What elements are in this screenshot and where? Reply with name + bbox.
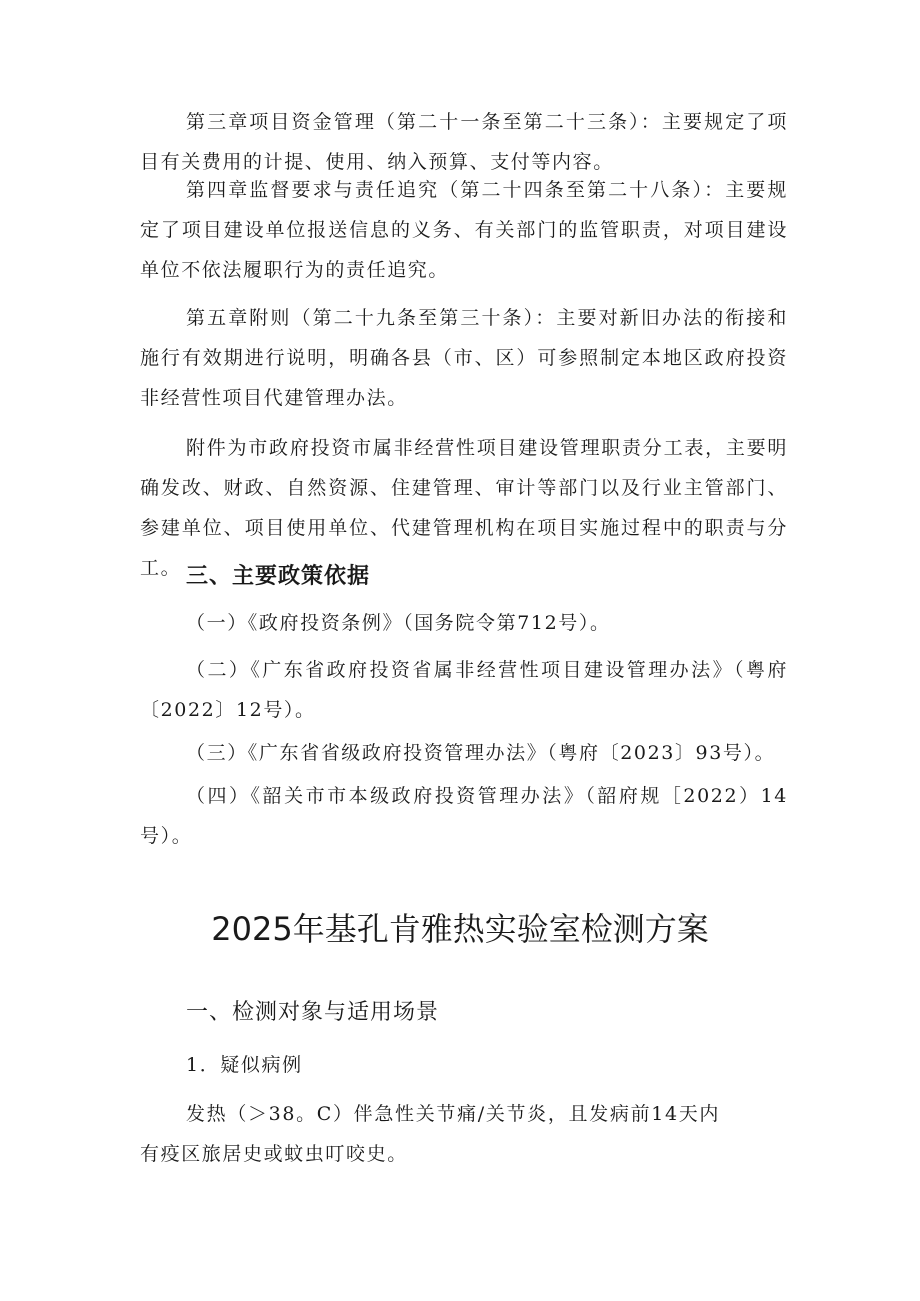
document-title: 2025年基孔肯雅热实验室检测方案 (211, 910, 709, 948)
policy-item-4: （四）《韶关市市本级政府投资管理办法》（韶府规［2022）14号）。 (140, 785, 788, 847)
section1-heading: 一、检测对象与适用场景 (186, 1000, 440, 1025)
policy-item-2: （二）《广东省政府投资省属非经营性项目建设管理办法》（粤府〔2022〕12号）。 (140, 659, 788, 721)
case-definition-paragraph: 发热（＞38。C）伴急性关节痛/关节炎，且发病前14天内有疫区旅居史或蚊虫叮咬史。 (140, 1103, 720, 1165)
chapter5-paragraph: 第五章附则（第二十九条至第三十条）：主要对新旧办法的衔接和施行有效期进行说明，明确各县（市、区）可参照制定本地区政府投资非经营性项目代建管理办法。 (140, 307, 788, 409)
chapter4-paragraph: 第四章监督要求与责任追究（第二十四条至第二十八条）：主要规定了项目建设单位报送信息的义务、有关部门的监管职责，对项目建设单位不依法履职行为的责任追究。 (140, 179, 788, 281)
policy-item-1: （一）《政府投资条例》（国务院令第712号）。 (186, 612, 611, 634)
subsection-heading: 1．疑似病例 (186, 1054, 303, 1076)
section3-heading: 三、主要政策依据 (186, 564, 371, 589)
policy-item-3: （三）《广东省省级政府投资管理办法》（粤府〔2023〕93号）。 (186, 742, 776, 764)
chapter3-paragraph: 第三章项目资金管理（第二十一条至第二十三条）：主要规定了项目有关费用的计提、使用、纳入预算、支付等内容。 (140, 111, 788, 173)
attachment-paragraph: 附件为市政府投资市属非经营性项目建设管理职责分工表，主要明确发改、财政、自然资源、住建管理、审计等部门以及行业主管部门、参建单位、项目使用单位、代建管理机构在项目实施过程中的职责与分工。 (140, 437, 788, 579)
